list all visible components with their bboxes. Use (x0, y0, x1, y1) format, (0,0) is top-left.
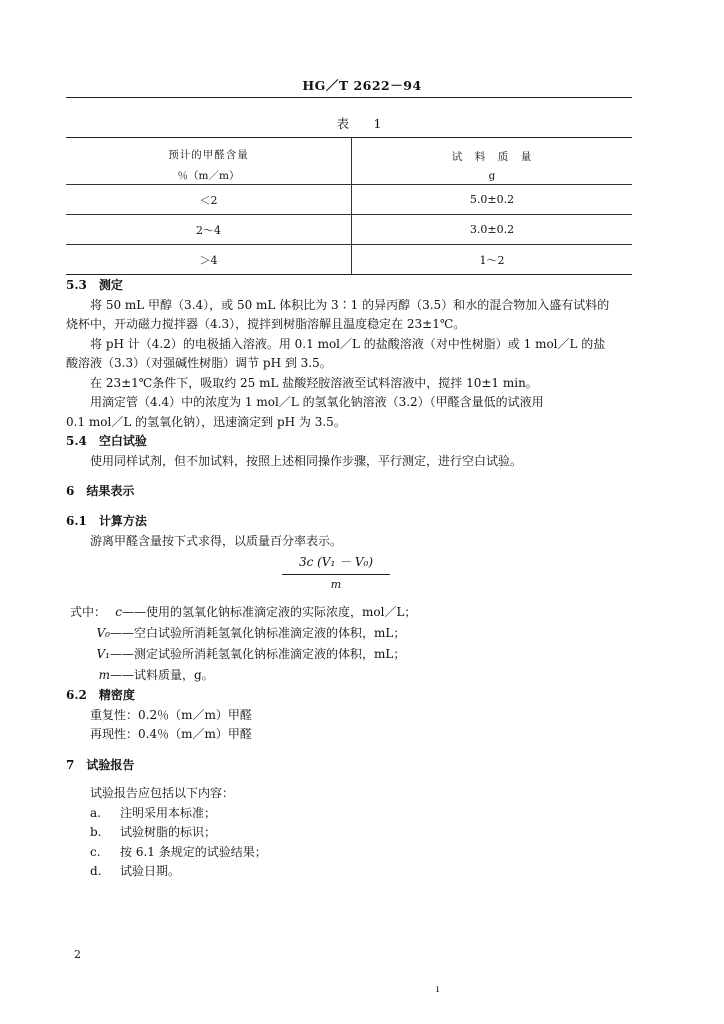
list-item (66, 862, 640, 882)
col2-unit: g (488, 169, 496, 182)
table-cell-range: ＞4 (66, 245, 352, 275)
paragraph: 将 50 mL 甲醇（3.4），或 50 mL 体积比为 3∶1 的异丙醇（3.5）和水的混合物加入盛有试料的 (90, 297, 610, 312)
formula-definitions (70, 602, 416, 686)
definition: ——测定试验所消耗氢氧化钠标准滴定液的体积，mL； (110, 647, 406, 661)
col2-header: 试 料 质 量 (451, 150, 533, 163)
paragraph: 游离甲醛含量按下式求得，以质量百分率表示。 (90, 533, 343, 548)
list-label: a. (90, 805, 101, 820)
list-label: b. (90, 825, 102, 839)
section-heading: 7 试验报告 (66, 758, 135, 772)
table-title: 表 1 (336, 116, 388, 131)
table-row (66, 245, 632, 275)
section-6 (66, 482, 640, 502)
paragraph: 试验报告应包括以下内容： (90, 786, 235, 800)
list-label: c. (90, 844, 101, 859)
table-cell-range: ＜2 (66, 185, 352, 215)
table-cell-mass: 5.0±0.2 (352, 185, 633, 215)
paragraph: 烧杯中，开动磁力搅拌器（4.3），搅拌到树脂溶解且温度稳定在 23±1℃。 (66, 317, 466, 331)
table-cell-mass: 3.0±0.2 (352, 215, 633, 245)
definition: ——试料质量，g。 (110, 668, 214, 682)
paragraph: 用滴定管（4.4）中的浓度为 1 mol／L 的氢氧化钠溶液（3.2）（甲醛含量低的试液用 (90, 395, 544, 409)
table-header-mass (352, 138, 633, 185)
col1-unit: ％（m／m） (177, 170, 240, 182)
list-item (66, 804, 640, 824)
list-label: d. (90, 864, 102, 878)
table-header-content (66, 138, 352, 185)
paragraph: 酸溶液（3.3）（对强碱性树脂）调节 pH 到 3.5。 (66, 356, 332, 370)
definition-row (70, 644, 416, 665)
definition: ——使用的氢氧化钠标准滴定液的实际浓度，mol／L； (122, 605, 417, 619)
report-contents (66, 784, 640, 882)
formula-numerator: 3c (V₁ － V₀) (298, 555, 374, 569)
header-rule (66, 97, 632, 98)
section-heading: 6.2 精密度 (66, 688, 135, 702)
definition-row (70, 602, 416, 623)
section-6-1 (66, 512, 640, 551)
section-6-2 (66, 686, 640, 745)
paragraph: 将 pH 计（4.2）的电极插入溶液。用 0.1 mol／L 的盐酸溶液（对中性树脂）或 1 mol／L 的盐 (90, 336, 606, 351)
table-row (66, 185, 632, 215)
section-heading: 5.3 测定 (66, 278, 123, 292)
list-text: 试验日期。 (120, 864, 181, 878)
table-cell-range: 2～4 (66, 215, 352, 245)
section-5-3 (66, 276, 640, 471)
section-heading: 5.4 空白试验 (66, 434, 147, 448)
list-text: 按 6.1 条规定的试验结果； (120, 844, 267, 859)
symbol: m (98, 668, 110, 682)
standard-code-header: HG／T 2622－94 (302, 78, 422, 93)
table-cell-mass: 1～2 (352, 245, 633, 275)
definition-row (70, 623, 416, 644)
paragraph: 重复性：0.2％（m／m）甲醛 (90, 707, 252, 722)
symbol: V₁ (96, 647, 110, 661)
list-item (66, 843, 640, 863)
paragraph: 在 23±1℃条件下，吸取约 25 mL 盐酸羟胺溶液至试料溶液中，搅拌 10±1 min。 (90, 375, 538, 390)
section-heading: 6.1 计算方法 (66, 514, 147, 528)
col1-header: 预计的甲醛含量 (168, 149, 249, 161)
paragraph: 再现性：0.4％（m／m）甲醛 (90, 727, 252, 741)
definition-row (70, 665, 416, 686)
table-row (66, 215, 632, 245)
list-text: 注明采用本标准； (120, 805, 217, 820)
paragraph: 0.1 mol／L 的氢氧化钠），迅速滴定到 pH 为 3.5。 (66, 414, 346, 429)
section-heading: 6 结果表示 (66, 484, 135, 498)
symbol: V₀ (96, 626, 110, 640)
symbol: c (115, 605, 123, 619)
fraction-bar (282, 574, 390, 575)
page-number: 2 (74, 948, 81, 961)
list-text: 试验树脂的标识； (120, 825, 217, 839)
paragraph: 使用同样试剂，但不加试料，按照上述相同操作步骤，平行测定，进行空白试验。 (90, 453, 523, 468)
list-item (66, 823, 640, 843)
definition: ——空白试验所消耗氢氧化钠标准滴定液的体积，mL； (110, 626, 406, 640)
where-label: 式中： (70, 605, 107, 619)
section-7 (66, 756, 640, 776)
sample-mass-table (66, 137, 632, 275)
formula-denominator: m (330, 578, 342, 591)
scan-mark: ı (436, 984, 440, 995)
